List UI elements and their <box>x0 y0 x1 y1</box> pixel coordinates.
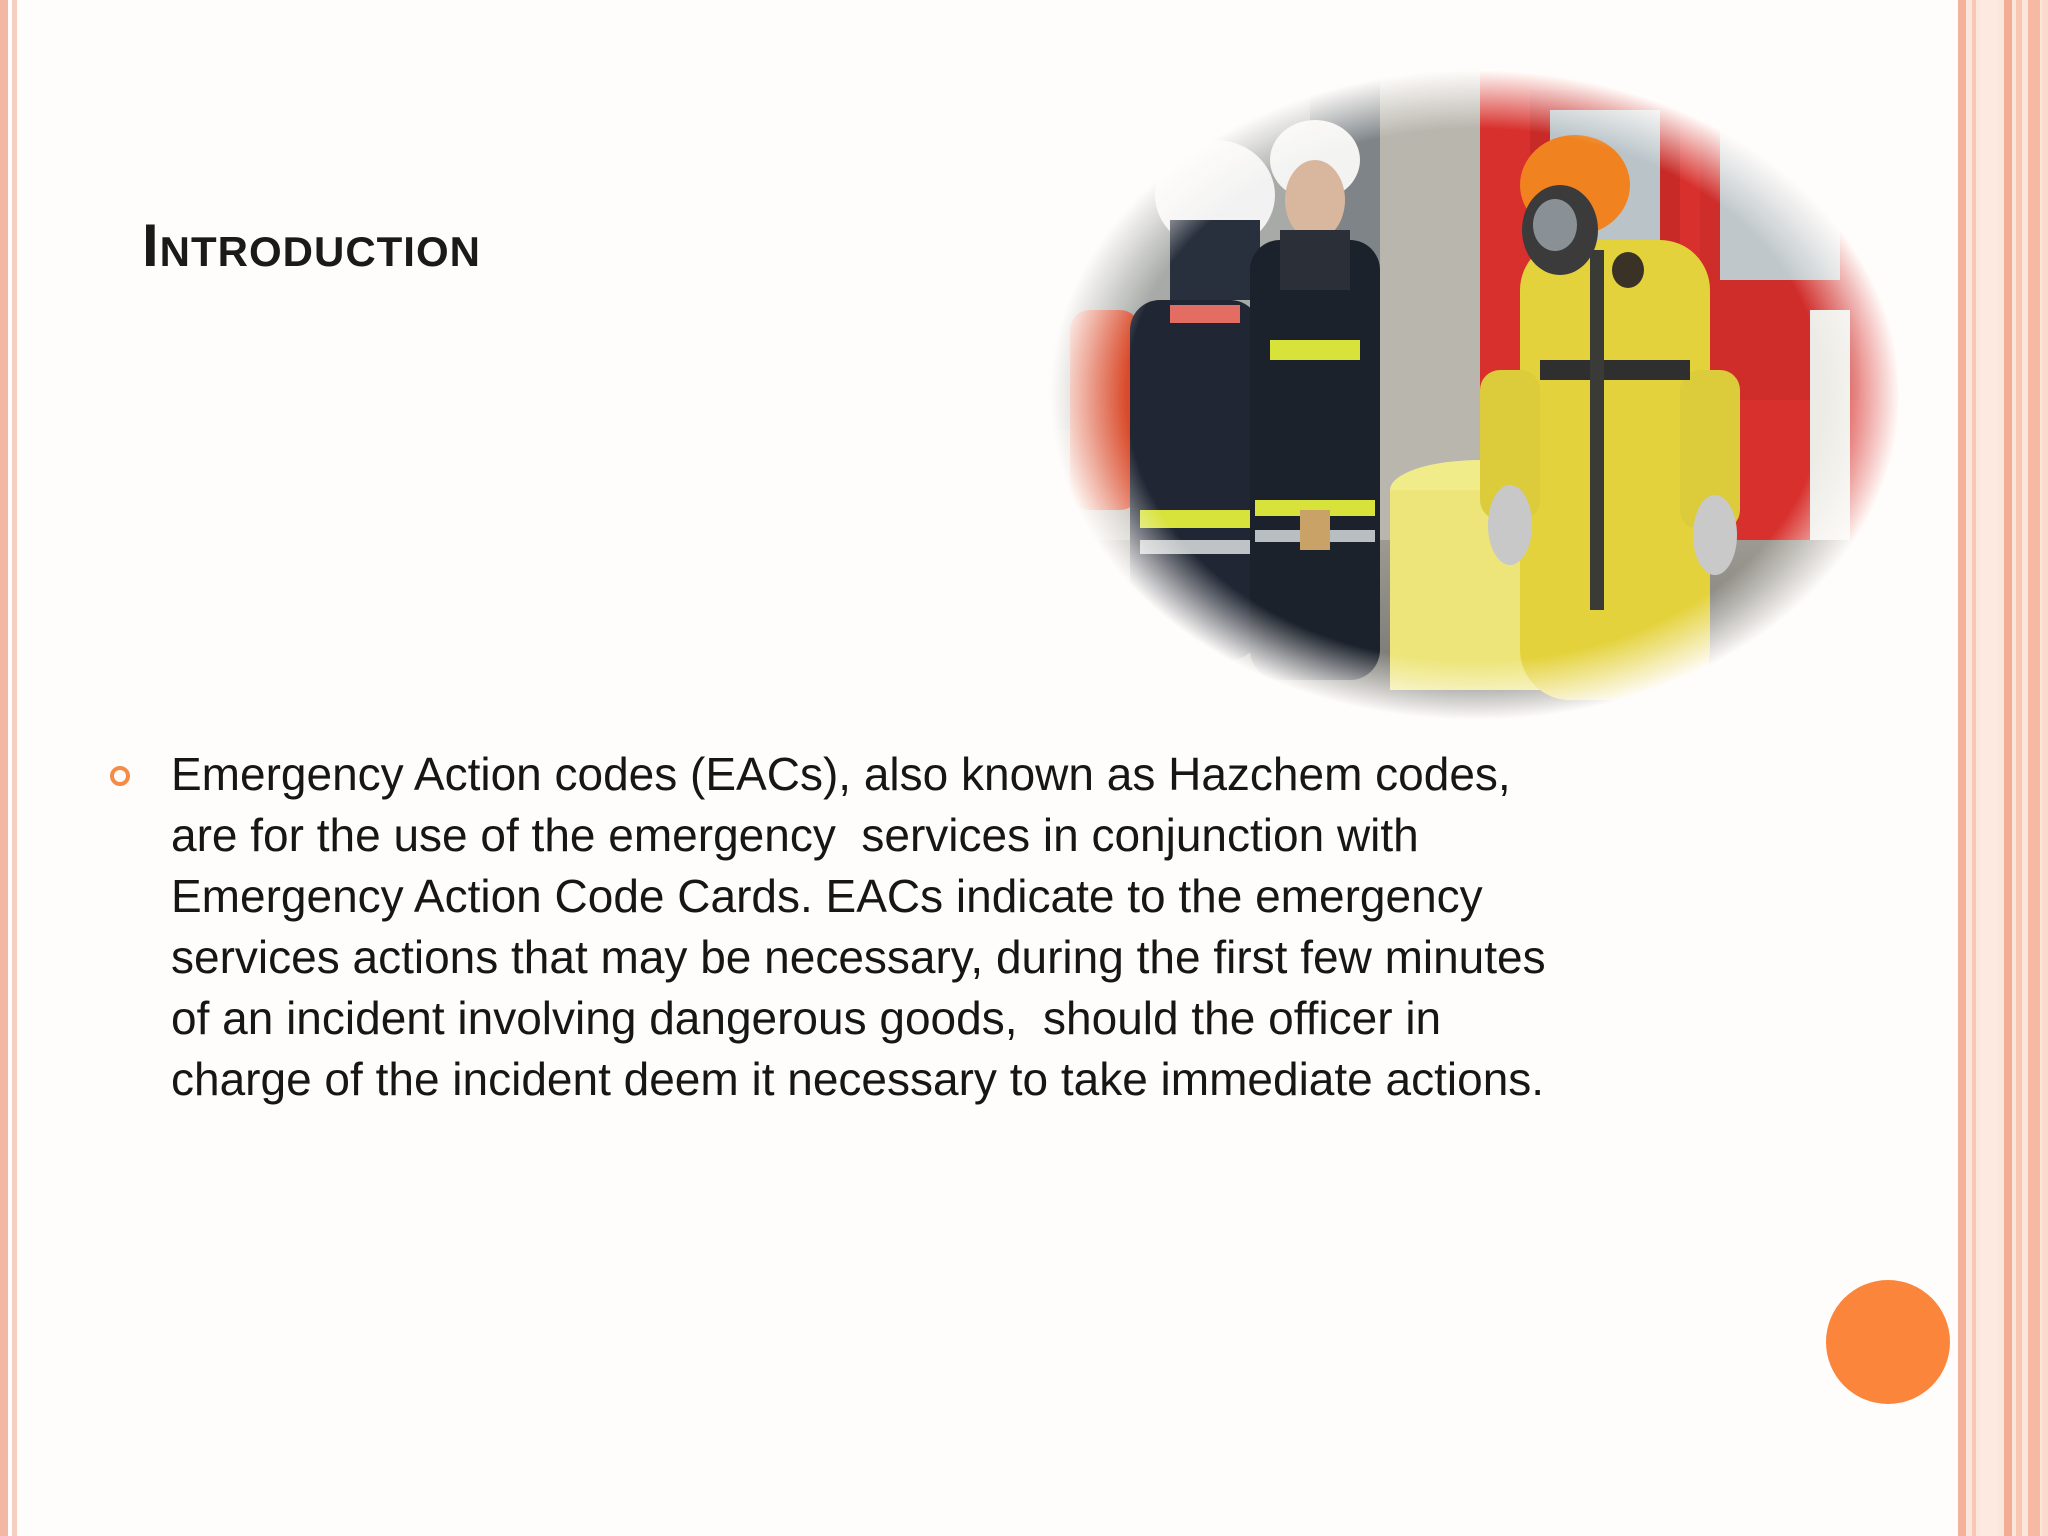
left-border-inner <box>12 0 17 1536</box>
right-stripe <box>2016 0 2022 1536</box>
right-stripe <box>1972 0 1976 1536</box>
right-stripe <box>1980 0 1998 1536</box>
bullet-text-line: Emergency Action Code Cards. EACs indicate to the emergency <box>171 870 1483 922</box>
bullet-text-line: services actions that may be necessary, during the first few minutes <box>171 931 1546 983</box>
bullet-icon <box>110 766 130 786</box>
right-stripe <box>2028 0 2040 1536</box>
slide-title: Introduction <box>142 212 481 279</box>
right-stripe <box>2004 0 2012 1536</box>
bullet-text-line: charge of the incident deem it necessary to take immediate actions. <box>171 1053 1545 1105</box>
responders-photo <box>1050 70 1900 720</box>
decorative-orange-circle <box>1826 1280 1950 1404</box>
right-stripe <box>1958 0 1966 1536</box>
bullet-text <box>171 744 1771 1110</box>
bullet-text-line: are for the use of the emergency services in conjunction with <box>171 809 1419 861</box>
right-stripe <box>2042 0 2048 1536</box>
left-border-outer <box>0 0 8 1536</box>
bullet-text-line: Emergency Action codes (EACs), also known as Hazchem codes, <box>171 748 1511 800</box>
bullet-text-line: of an incident involving dangerous goods, should the officer in <box>171 992 1442 1044</box>
